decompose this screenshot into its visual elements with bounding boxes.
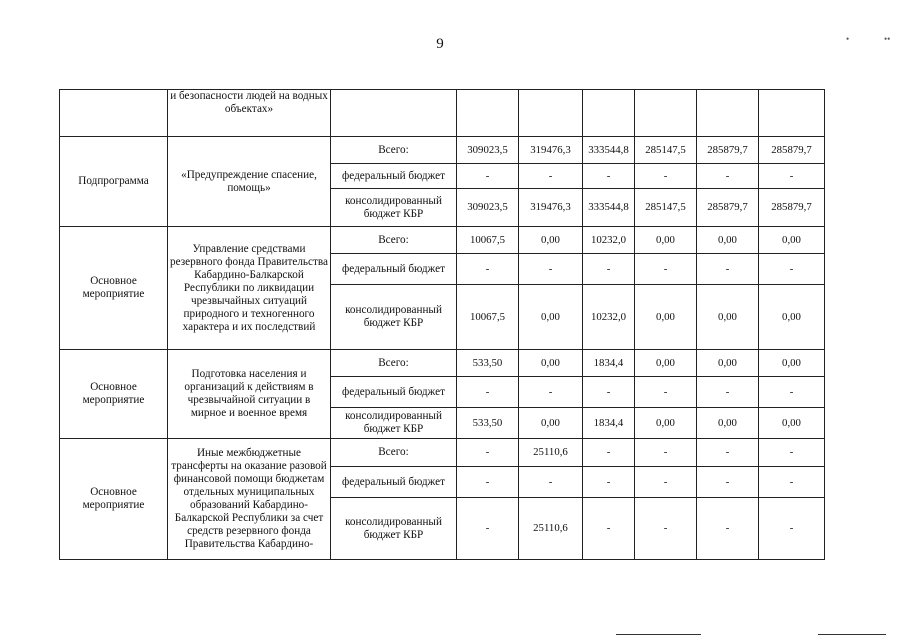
- value-cell: 533,50: [457, 350, 519, 377]
- value-cell: -: [635, 467, 697, 498]
- value-cell: 0,00: [519, 285, 583, 350]
- funding-source: консолидированный бюджет КБР: [331, 408, 457, 439]
- value-cell: 0,00: [759, 350, 825, 377]
- type-cell: [60, 90, 168, 137]
- table-row: [60, 137, 825, 164]
- value-cell: 0,00: [635, 285, 697, 350]
- value-cell: [697, 90, 759, 137]
- value-cell: 0,00: [635, 227, 697, 254]
- value-cell: [635, 90, 697, 137]
- value-cell: 0,00: [635, 408, 697, 439]
- continuation-row: [60, 90, 825, 137]
- value-cell: -: [457, 377, 519, 408]
- value-cell: -: [519, 377, 583, 408]
- funding-source: консолидированный бюджет КБР: [331, 189, 457, 227]
- value-cell: -: [583, 439, 635, 467]
- value-cell: -: [583, 164, 635, 189]
- value-cell: 333544,8: [583, 137, 635, 164]
- value-cell: -: [457, 467, 519, 498]
- value-cell: 0,00: [697, 227, 759, 254]
- value-cell: -: [759, 467, 825, 498]
- budget-table-body: [60, 90, 825, 560]
- value-cell: 319476,3: [519, 137, 583, 164]
- value-cell: -: [635, 498, 697, 560]
- value-cell: 285147,5: [635, 189, 697, 227]
- value-cell: 285147,5: [635, 137, 697, 164]
- value-cell: 309023,5: [457, 189, 519, 227]
- table-row: [60, 227, 825, 254]
- value-cell: -: [635, 439, 697, 467]
- value-cell: -: [697, 439, 759, 467]
- value-cell: 0,00: [519, 408, 583, 439]
- page-number: 9: [436, 36, 444, 52]
- value-cell: -: [697, 377, 759, 408]
- value-cell: 0,00: [519, 227, 583, 254]
- section-type: Подпрограмма: [60, 137, 168, 227]
- value-cell: -: [635, 377, 697, 408]
- value-cell: -: [697, 467, 759, 498]
- funding-source: Всего:: [331, 227, 457, 254]
- funding-source: Всего:: [331, 137, 457, 164]
- funding-source: федеральный бюджет: [331, 467, 457, 498]
- value-cell: 285879,7: [759, 137, 825, 164]
- value-cell: 0,00: [519, 350, 583, 377]
- value-cell: 533,50: [457, 408, 519, 439]
- value-cell: -: [635, 164, 697, 189]
- section-name: Управление средствами резервного фонда Правительства Кабардино-Балкарской Республики по ликвидации чрезвычайных ситуаций природного и техногенного характера и их последствий: [168, 227, 331, 350]
- value-cell: 0,00: [759, 408, 825, 439]
- value-cell: -: [759, 498, 825, 560]
- value-cell: 25110,6: [519, 439, 583, 467]
- value-cell: -: [697, 254, 759, 285]
- value-cell: 1834,4: [583, 350, 635, 377]
- source-cell: [331, 90, 457, 137]
- value-cell: -: [759, 439, 825, 467]
- value-cell: -: [457, 254, 519, 285]
- funding-source: консолидированный бюджет КБР: [331, 498, 457, 560]
- value-cell: -: [457, 164, 519, 189]
- value-cell: 1834,4: [583, 408, 635, 439]
- section-type: Основное мероприятие: [60, 350, 168, 439]
- value-cell: 0,00: [697, 408, 759, 439]
- value-cell: -: [759, 377, 825, 408]
- scan-mark: ••: [884, 34, 891, 44]
- value-cell: -: [519, 467, 583, 498]
- scan-mark: •: [846, 34, 850, 44]
- funding-source: федеральный бюджет: [331, 164, 457, 189]
- value-cell: -: [697, 498, 759, 560]
- value-cell: 25110,6: [519, 498, 583, 560]
- value-cell: -: [583, 498, 635, 560]
- continuation-text: и безопасности людей на водных объектах»: [168, 90, 331, 137]
- section-name: «Предупреждение спасение, помощь»: [168, 137, 331, 227]
- funding-source: Всего:: [331, 439, 457, 467]
- value-cell: -: [759, 164, 825, 189]
- value-cell: -: [519, 254, 583, 285]
- value-cell: -: [457, 498, 519, 560]
- value-cell: -: [519, 164, 583, 189]
- value-cell: 309023,5: [457, 137, 519, 164]
- value-cell: 285879,7: [697, 189, 759, 227]
- value-cell: 0,00: [635, 350, 697, 377]
- value-cell: [583, 90, 635, 137]
- budget-table: [59, 89, 825, 560]
- table-row: [60, 350, 825, 377]
- value-cell: [519, 90, 583, 137]
- funding-source: федеральный бюджет: [331, 254, 457, 285]
- value-cell: -: [583, 254, 635, 285]
- value-cell: 285879,7: [697, 137, 759, 164]
- section-name: Подготовка населения и организаций к действиям в чрезвычайной ситуации в мирное и военное время: [168, 350, 331, 439]
- value-cell: 10232,0: [583, 285, 635, 350]
- value-cell: 10232,0: [583, 227, 635, 254]
- value-cell: 0,00: [697, 350, 759, 377]
- value-cell: [457, 90, 519, 137]
- value-cell: [759, 90, 825, 137]
- section-type: Основное мероприятие: [60, 439, 168, 560]
- value-cell: 0,00: [759, 285, 825, 350]
- section-name: Иные межбюджетные трансферты на оказание разовой финансовой помощи бюджетам отдельных муниципальных образований Кабардино-Балкарской Республики за счет средств резервного фонда Правительства Кабардино-: [168, 439, 331, 560]
- value-cell: 319476,3: [519, 189, 583, 227]
- value-cell: 285879,7: [759, 189, 825, 227]
- value-cell: -: [759, 254, 825, 285]
- value-cell: 10067,5: [457, 285, 519, 350]
- footer-line: [616, 634, 701, 635]
- value-cell: -: [697, 164, 759, 189]
- value-cell: -: [635, 254, 697, 285]
- value-cell: -: [583, 467, 635, 498]
- value-cell: 0,00: [697, 285, 759, 350]
- funding-source: Всего:: [331, 350, 457, 377]
- value-cell: 0,00: [759, 227, 825, 254]
- value-cell: 10067,5: [457, 227, 519, 254]
- funding-source: консолидированный бюджет КБР: [331, 285, 457, 350]
- funding-source: федеральный бюджет: [331, 377, 457, 408]
- value-cell: -: [583, 377, 635, 408]
- value-cell: -: [457, 439, 519, 467]
- table-row: [60, 439, 825, 467]
- section-type: Основное мероприятие: [60, 227, 168, 350]
- value-cell: 333544,8: [583, 189, 635, 227]
- footer-line: [818, 634, 886, 635]
